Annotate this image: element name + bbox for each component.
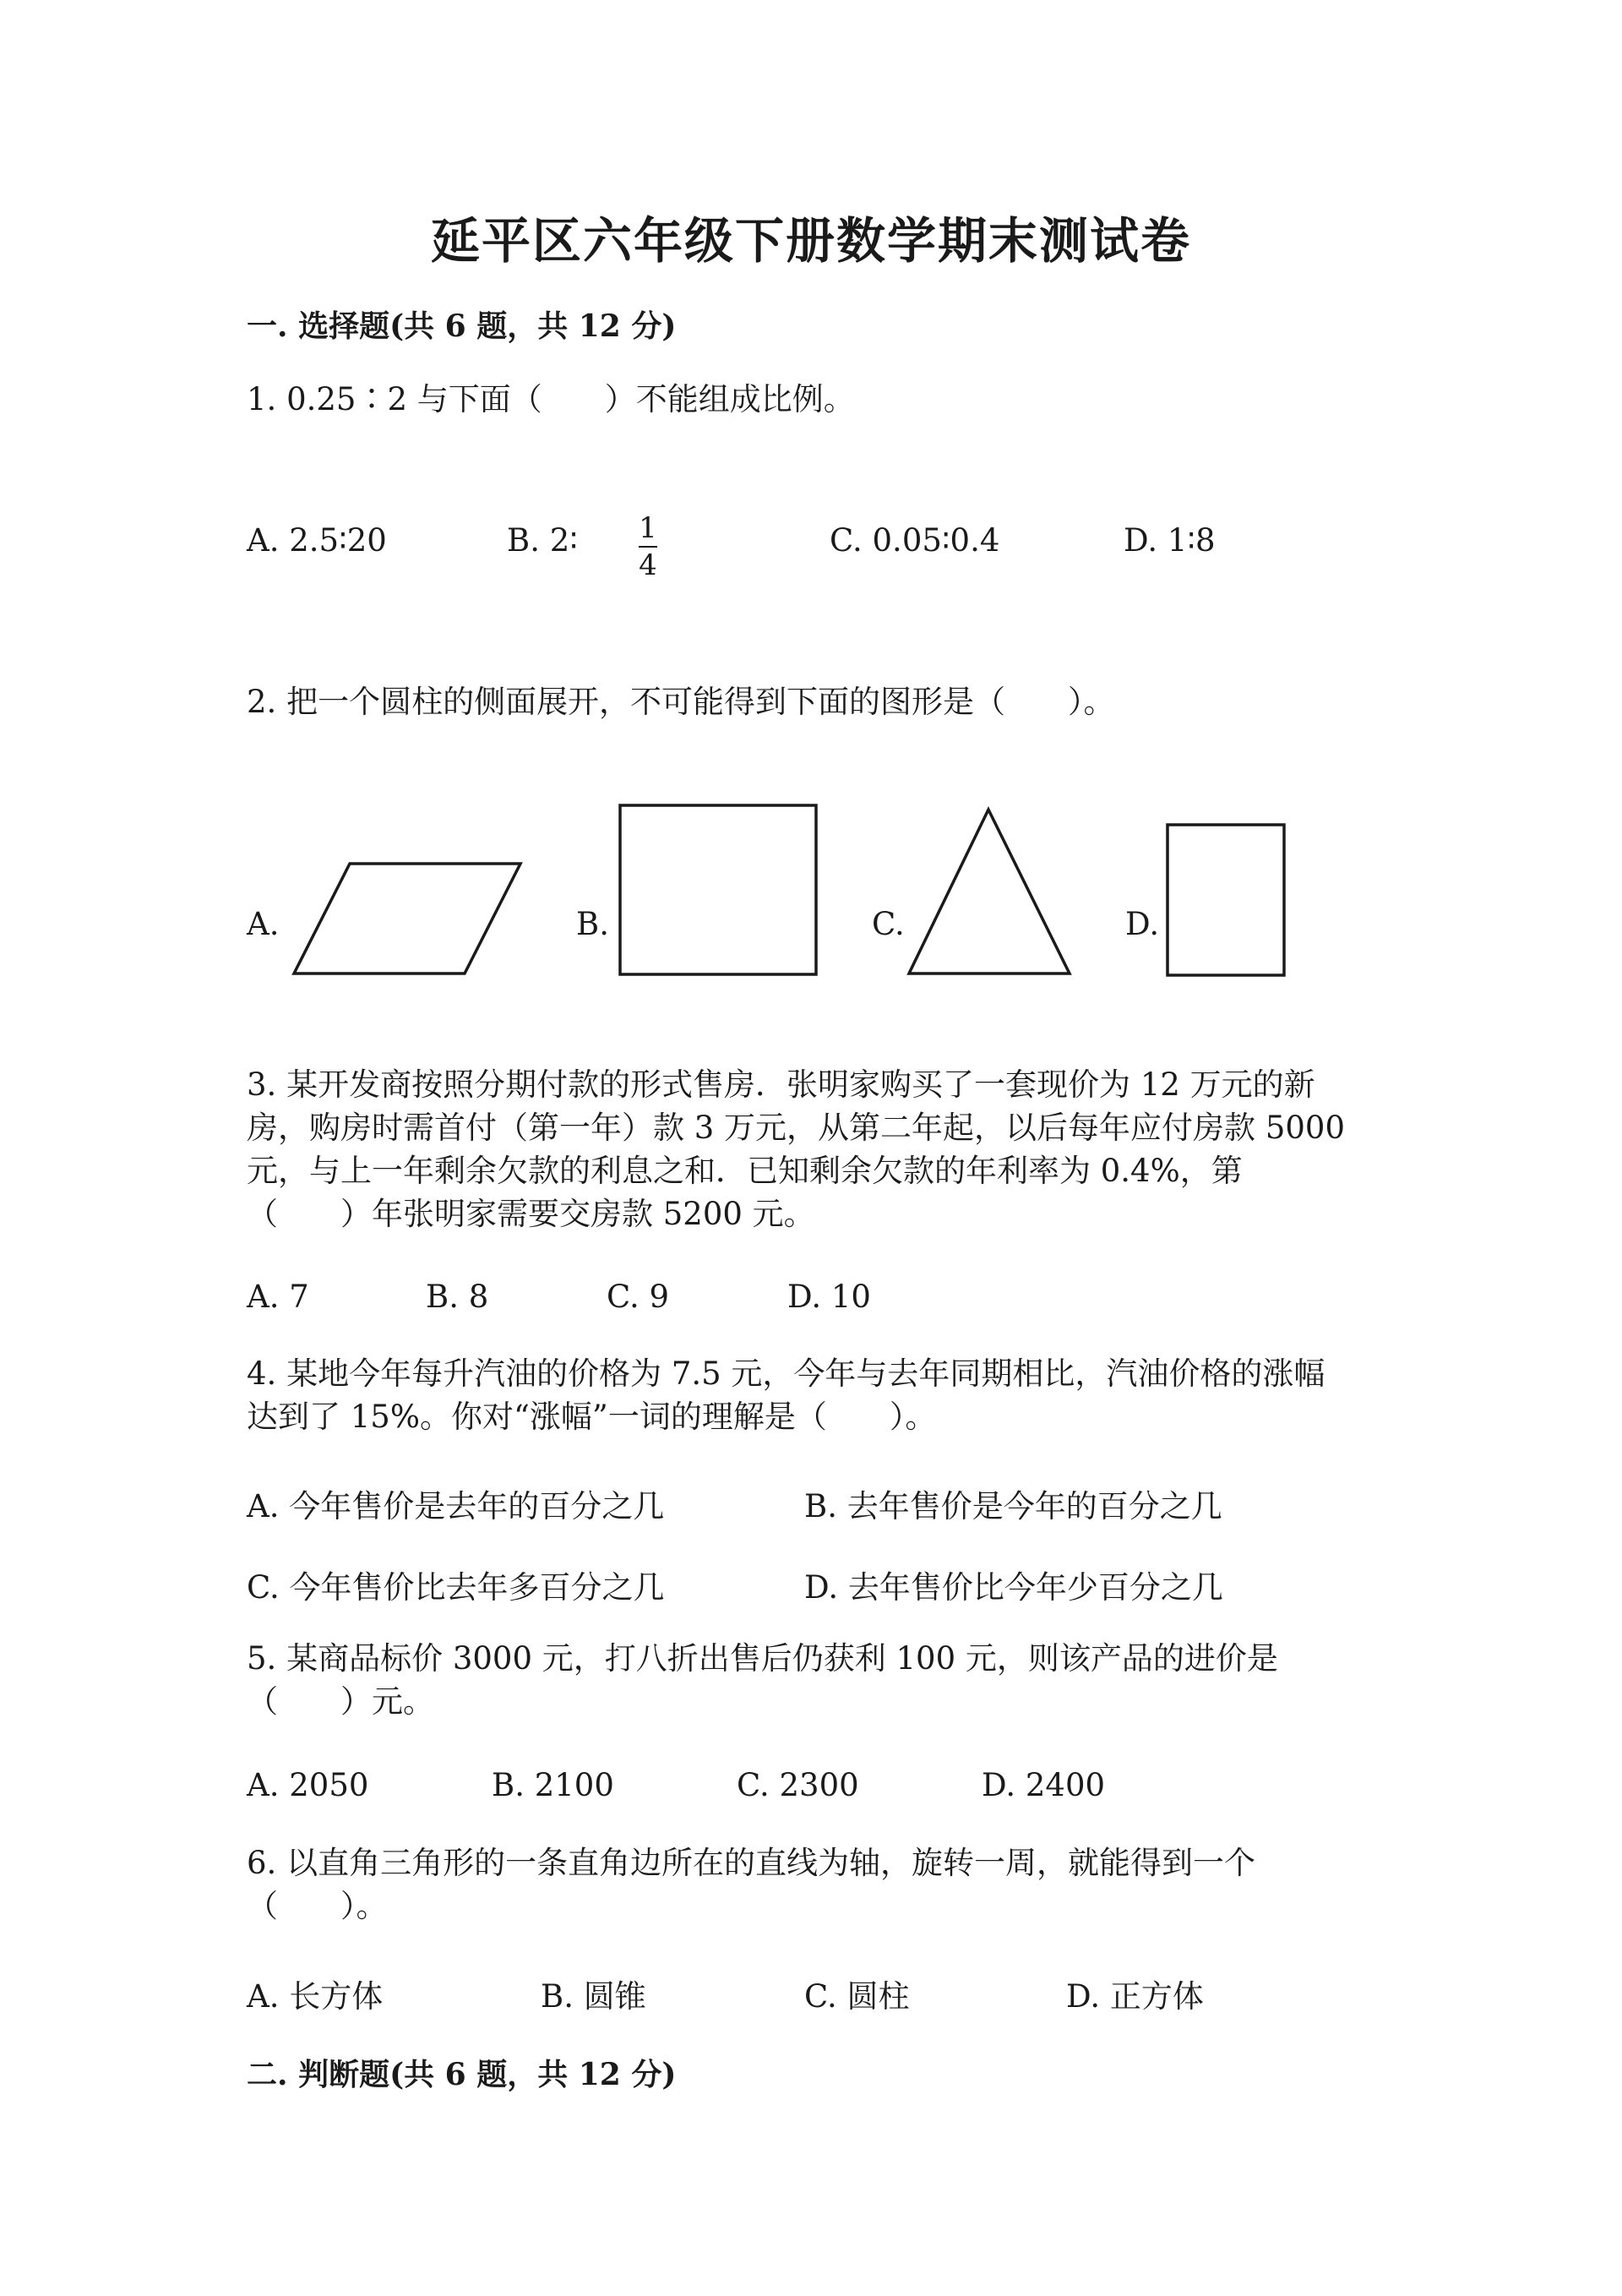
q2-option-d-label[interactable]: D.: [1125, 906, 1160, 942]
q1-option-a[interactable]: A. 2.5∶20: [247, 522, 387, 559]
q6-option-d[interactable]: D. 正方体: [1066, 1978, 1204, 2015]
question-3-line-4: （ ）年张明家需要交房款 5200 元。: [247, 1196, 815, 1232]
fraction-bar: [639, 546, 657, 548]
question-6-line-1: 6. 以直角三角形的一条直角边所在的直线为轴，旋转一周，就能得到一个: [247, 1845, 1256, 1881]
q5-option-b[interactable]: B. 2100: [492, 1767, 614, 1803]
page-title: 延平区六年级下册数学期末测试卷: [430, 212, 1191, 270]
section-heading-choice: 一. 选择题(共 6 题，共 12 分): [247, 308, 677, 344]
q4-option-d[interactable]: D. 去年售价比今年少百分之几: [804, 1569, 1223, 1606]
q5-option-d[interactable]: D. 2400: [982, 1767, 1106, 1803]
q3-option-d[interactable]: D. 10: [787, 1279, 871, 1315]
q2-option-c-label[interactable]: C.: [872, 906, 905, 942]
q1-option-b[interactable]: [507, 522, 578, 559]
question-4-line-2: 达到了 15%。你对“涨幅”一词的理解是（ ）。: [247, 1399, 937, 1435]
fraction-numerator: 1: [639, 511, 657, 545]
square-shape: [618, 804, 821, 981]
triangle-shape: [906, 806, 1075, 984]
q3-option-a[interactable]: A. 7: [247, 1279, 309, 1315]
question-4-line-1: 4. 某地今年每升汽油的价格为 7.5 元，今年与去年同期相比，汽油价格的涨幅: [247, 1355, 1325, 1392]
q4-option-a[interactable]: A. 今年售价是去年的百分之几: [247, 1488, 665, 1524]
q6-option-b[interactable]: B. 圆锥: [541, 1978, 646, 2015]
question-1-text: 1. 0.25∶2 与下面（ ）不能组成比例。: [247, 381, 855, 417]
q1-option-b-fraction: [635, 511, 661, 582]
q1-option-b-ratio: B. 2∶: [507, 522, 578, 559]
q6-option-c[interactable]: C. 圆柱: [804, 1978, 910, 2015]
q5-option-a[interactable]: A. 2050: [247, 1767, 369, 1803]
q2-option-a-label[interactable]: A.: [247, 906, 280, 942]
q3-option-c[interactable]: C. 9: [607, 1279, 670, 1315]
q2-option-b-label[interactable]: B.: [576, 906, 609, 942]
q5-option-c[interactable]: C. 2300: [737, 1767, 859, 1803]
rectangle-shape: [1166, 823, 1293, 984]
question-5-line-1: 5. 某商品标价 3000 元，打八折出售后仍获利 100 元，则该产品的进价是: [247, 1640, 1278, 1677]
question-2-text: 2. 把一个圆柱的侧面展开，不可能得到下面的图形是（ ）。: [247, 684, 1115, 720]
question-3-line-3: 元，与上一年剩余欠款的利息之和．已知剩余欠款的年利率为 0.4%，第: [247, 1153, 1243, 1189]
q6-option-a[interactable]: A. 长方体: [247, 1978, 384, 2015]
q4-option-b[interactable]: B. 去年售价是今年的百分之几: [804, 1488, 1222, 1524]
parallelogram-shape: [287, 860, 532, 979]
question-5-line-2: （ ）元。: [247, 1683, 434, 1720]
q3-option-b[interactable]: B. 8: [426, 1279, 489, 1315]
fraction-denominator: 4: [639, 548, 657, 582]
question-3-line-2: 房，购房时需首付（第一年）款 3 万元，从第二年起，以后每年应付房款 5000: [247, 1110, 1345, 1146]
question-3-line-1: 3. 某开发商按照分期付款的形式售房．张明家购买了一套现价为 12 万元的新: [247, 1066, 1315, 1103]
question-6-line-2: （ ）。: [247, 1888, 388, 1924]
q1-option-d[interactable]: D. 1∶8: [1124, 522, 1216, 559]
section-heading-judgement: 二. 判断题(共 6 题，共 12 分): [247, 2057, 677, 2092]
q4-option-c[interactable]: C. 今年售价比去年多百分之几: [247, 1569, 665, 1606]
q1-option-c[interactable]: C. 0.05∶0.4: [830, 522, 1000, 559]
